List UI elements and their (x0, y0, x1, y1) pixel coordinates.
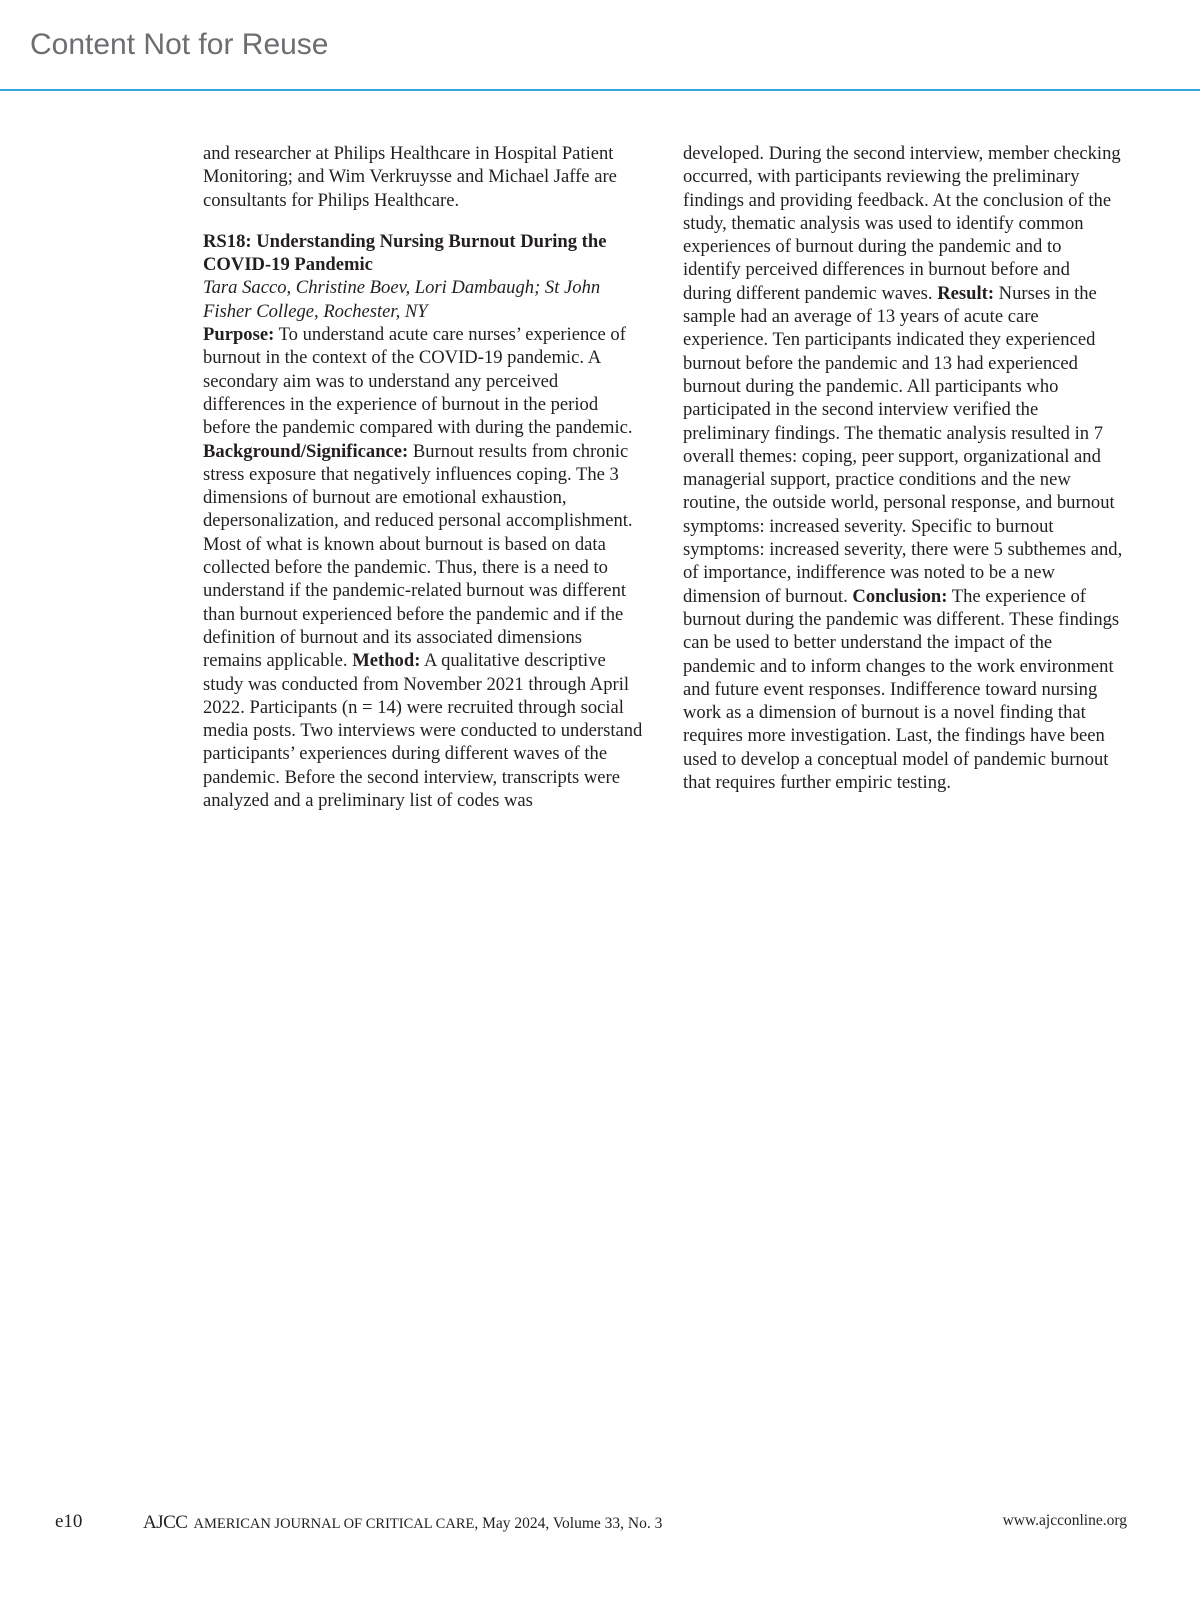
conclusion-label: Conclusion: (852, 585, 948, 607)
abstract-body-right (683, 142, 1123, 794)
result-label: Result: (937, 282, 995, 304)
journal-issue: , May 2024, Volume 33, No. 3 (474, 1515, 663, 1532)
method-text: A qualitative descriptive study was conducted from November 2021 through April 2022. Participants (n = 14) were recruited through social media posts. Two interviews were conducted to understand participants’ experiences during different waves of the pandemic. Before the second interview, transcripts were analyzed and a preliminary list of codes was (203, 650, 643, 812)
purpose-label: Purpose: (203, 324, 275, 346)
background-label: Background/Significance: (203, 440, 409, 462)
conclusion-text: The experience of burnout during the pandemic was different. These findings can be used to better understand the impact of the pandemic and to inform changes to the work environment and future event responses. Indifference toward nursing work as a dimension of burnout is a novel finding that requires more investigation. Last, the findings have been used to develop a conceptual model of pandemic burnout that requires further empiric testing. (683, 585, 1120, 794)
method-label: Method: (352, 650, 421, 672)
journal-logo: AJCC (143, 1512, 188, 1533)
continued-paragraph: and researcher at Philips Healthcare in Hospital Patient Monitoring; and Wim Verkruysse and Michael Jaffe are consultants for Philips Healthcare. (203, 143, 617, 211)
header-divider (0, 89, 1200, 91)
journal-name: AMERICAN JOURNAL OF CRITICAL CARE (193, 1516, 475, 1532)
abstract-body-left (203, 323, 643, 812)
result-text: Nurses in the sample had an average of 13 years of acute care experience. Ten participants indicated they experienced burnout before the pandemic and 13 had experienced burnout during the pandemic. All participants who participated in the second interview verified the preliminary findings. The thematic analysis resulted in 7 overall themes: coping, peer support, organizational and managerial support, practice conditions and the new routine, the outside world, personal response, and burnout symptoms: increased severity. Specific to burnout symptoms: increased severity, there were 5 subthemes and, of importance, indifference was noted to be a new dimension of burnout. (683, 282, 1123, 607)
purpose-text: To understand acute care nurses’ experience of burnout in the context of the COVID-19 pandemic. A secondary aim was to understand any perceived differences in the experience of burnout in the period before the pandemic compared with during the pandemic. (203, 324, 633, 439)
abstract-authors: Tara Sacco, Christine Boev, Lori Dambaugh; St John Fisher College, Rochester, NY (203, 277, 601, 322)
method-continued-text: developed. During the second interview, member checking occurred, with participants reviewing the preliminary findings and providing feedback. At the conclusion of the study, thematic analysis was used to identify common experiences of burnout during the pandemic and to identify perceived differences in burnout before and during different pandemic waves. (683, 143, 1121, 304)
left-column (203, 142, 643, 812)
journal-website: www.ajcconline.org (1002, 1512, 1127, 1529)
abstract-title: RS18: Understanding Nursing Burnout During the COVID-19 Pandemic (203, 230, 607, 276)
watermark-text: Content Not for Reuse (30, 28, 329, 61)
right-column (683, 142, 1123, 794)
page-number: e10 (55, 1511, 83, 1532)
journal-citation (143, 1512, 662, 1534)
background-text: Burnout results from chronic stress exposure that negatively influences coping. The 3 dimensions of burnout are emotional exhaustion, depersonalization, and reduced personal accomplishment. Most of what is known about burnout is based on data collected before the pandemic. Thus, there is a need to understand if the pandemic-related burnout was different than burnout experienced before the pandemic and if the definition of burnout and its associated dimensions remains applicable. (203, 440, 633, 672)
paragraph-spacer (203, 212, 643, 230)
